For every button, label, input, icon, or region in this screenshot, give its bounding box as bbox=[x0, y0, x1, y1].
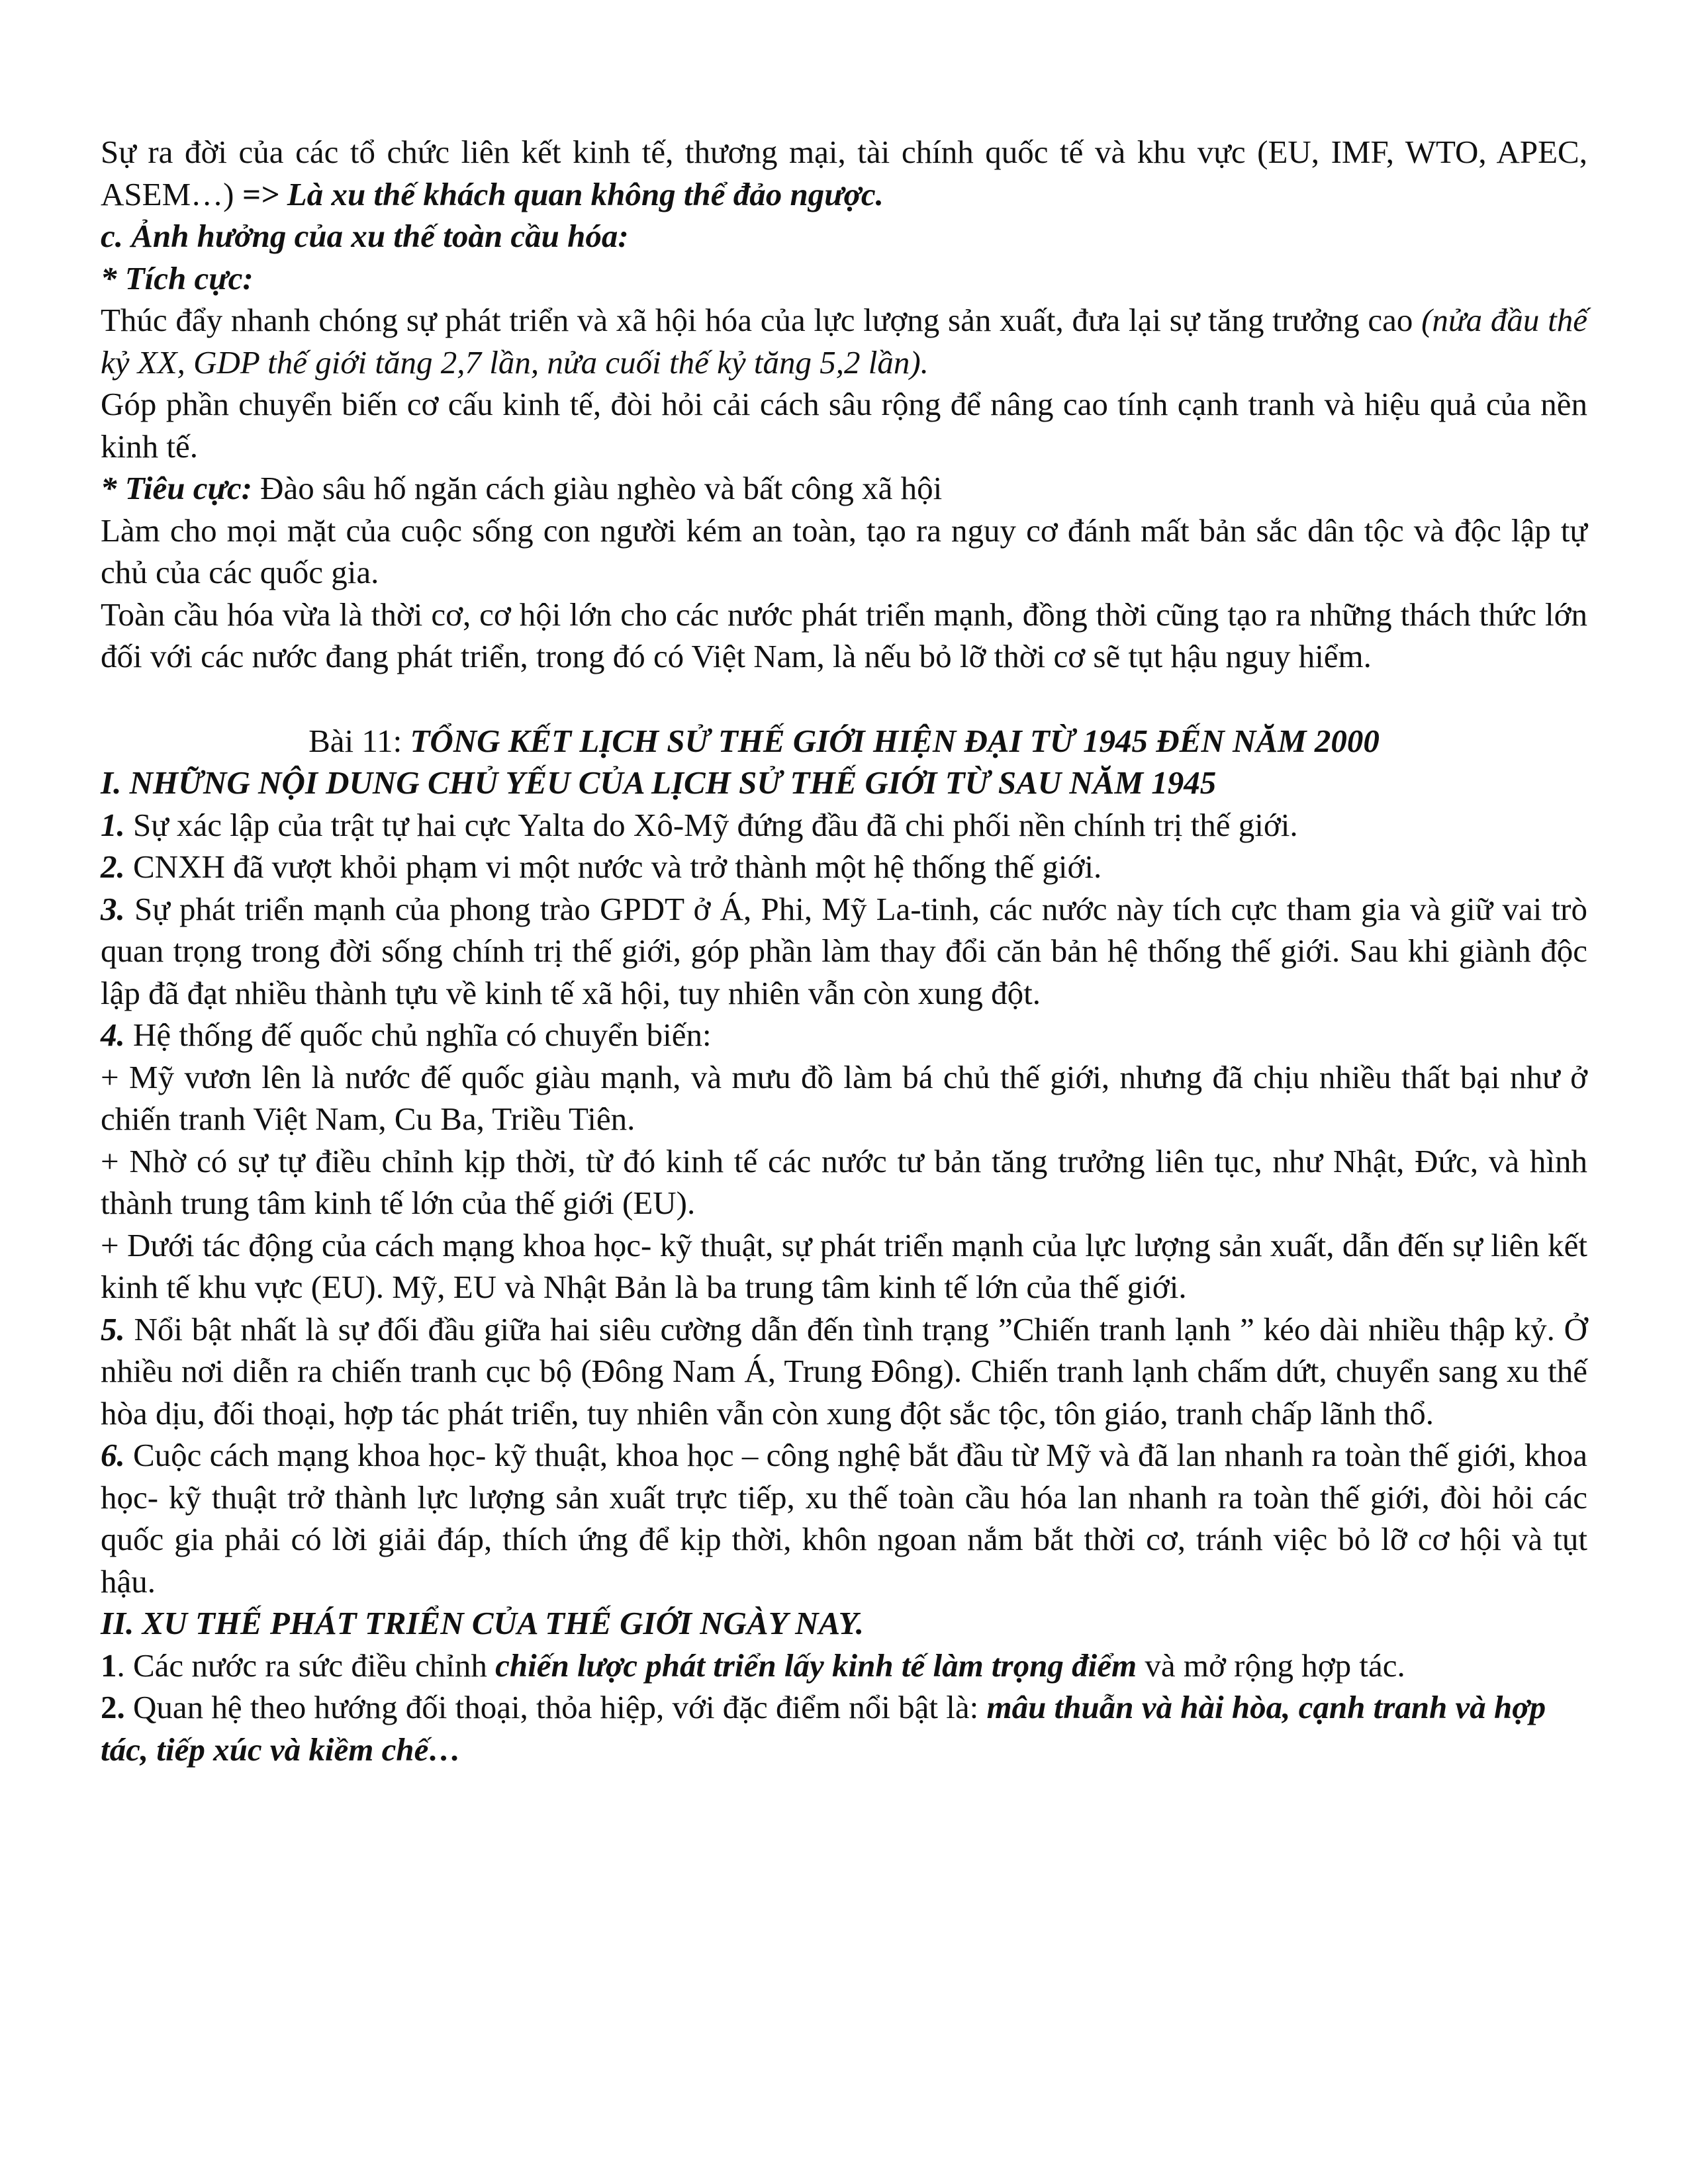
positive-paragraph-1 bbox=[101, 299, 1587, 383]
trend-emphasis: mâu thuẫn và hài hòa, cạnh tranh và hợp tác, tiếp xúc và kiềm chế… bbox=[101, 1689, 1546, 1768]
section-2-heading: II. XU THẾ PHÁT TRIỂN CỦA THẾ GIỚI NGÀY NAY. bbox=[101, 1605, 865, 1641]
trend-text: Quan hệ theo hướng đối thoại, thỏa hiệp, với đặc điểm nổi bật là: bbox=[124, 1689, 987, 1725]
intro-text: Sự ra đời của các tổ chức liên kết kinh tế, thương mại, tài chính quốc tế và khu vực (EU, IMF, WTO, APEC, ASEM…) bbox=[101, 134, 1587, 212]
sub-item-1: + Mỹ vươn lên là nước đế quốc giàu mạnh, và mưu đồ làm bá chủ thế giới, nhưng đã chịu nhiều thất bại như ở chiến tranh Việt Nam, Cu Ba, Triều Tiên. bbox=[101, 1058, 1587, 1137]
list-item-3 bbox=[101, 888, 1587, 1015]
positive-text-1: Thúc đẩy nhanh chóng sự phát triển và xã hội hóa của lực lượng sản xuất, đưa lại sự tăng trưởng cao bbox=[101, 302, 1422, 338]
trend-text-end: và mở rộng hợp tác. bbox=[1137, 1647, 1405, 1684]
positive-note: (nửa đầu thế kỷ XX, GDP thế giới tăng 2,7 lần, nửa cuối thế kỷ tăng 5,2 lần). bbox=[101, 302, 1587, 381]
negative-paragraph-1 bbox=[101, 467, 1587, 510]
list-item-6 bbox=[101, 1434, 1587, 1602]
intro-conclusion: => Là xu thế khách quan không thể đảo ngược. bbox=[242, 175, 884, 212]
trend-text: . Các nước ra sức điều chỉnh bbox=[117, 1647, 496, 1684]
spacer bbox=[101, 678, 1587, 720]
list-item-text: Hệ thống đế quốc chủ nghĩa có chuyển biến: bbox=[124, 1017, 712, 1053]
list-item-text: CNXH đã vượt khỏi phạm vi một nước và trở thành một hệ thống thế giới. bbox=[124, 848, 1102, 885]
conclusion-paragraph: Toàn cầu hóa vừa là thời cơ, cơ hội lớn cho các nước phát triển mạnh, đồng thời cũng tạo ra những thách thức lớn đối với các nước đang phát triển, trong đó có Việt Nam, là nếu bỏ lỡ thời cơ sẽ tụt hậu nguy hiểm. bbox=[101, 596, 1587, 674]
intro-paragraph bbox=[101, 131, 1587, 215]
list-item-number: 1. bbox=[101, 806, 125, 843]
trend-item-2 bbox=[101, 1686, 1587, 1770]
negative-label: * Tiêu cực: bbox=[101, 470, 252, 506]
list-item-number: 5. bbox=[101, 1310, 125, 1347]
list-item-text: Sự xác lập của trật tự hai cực Yalta do Xô-Mỹ đứng đầu đã chi phối nền chính trị thế giới. bbox=[124, 806, 1298, 843]
list-item-4 bbox=[101, 1014, 1587, 1056]
positive-paragraph-2: Góp phần chuyển biến cơ cấu kinh tế, đòi hỏi cải cách sâu rộng để nâng cao tính cạnh tranh và hiệu quả của nền kinh tế. bbox=[101, 386, 1587, 465]
heading-c: c. Ảnh hưởng của xu thế toàn cầu hóa: bbox=[101, 218, 629, 254]
trend-emphasis: chiến lược phát triển lấy kinh tế làm trọng điểm bbox=[495, 1647, 1137, 1684]
list-item-1 bbox=[101, 804, 1587, 846]
negative-text-1: Đào sâu hố ngăn cách giàu nghèo và bất công xã hội bbox=[252, 470, 943, 506]
list-item-2 bbox=[101, 846, 1587, 888]
sub-item-2: + Nhờ có sự tự điều chỉnh kịp thời, từ đó kinh tế các nước tư bản tăng trưởng liên tục, như Nhật, Đức, và hình thành trung tâm kinh tế lớn của thế giới (EU). bbox=[101, 1142, 1587, 1221]
negative-paragraph-2: Làm cho mọi mặt của cuộc sống con người kém an toàn, tạo ra nguy cơ đánh mất bản sắc dân tộc và độc lập tự chủ của các quốc gia. bbox=[101, 512, 1587, 590]
list-item-number: 2. bbox=[101, 848, 125, 885]
list-item-number: 6. bbox=[101, 1437, 125, 1473]
trend-number: 2. bbox=[101, 1689, 125, 1725]
trend-number: 1 bbox=[101, 1647, 117, 1684]
lesson-title bbox=[101, 720, 1587, 762]
positive-label: * Tích cực: bbox=[101, 259, 254, 296]
lesson-title-text: TỔNG KẾT LỊCH SỬ THẾ GIỚI HIỆN ĐẠI TỪ 1945 ĐẾN NĂM 2000 bbox=[410, 722, 1380, 759]
list-item-number: 3. bbox=[101, 890, 125, 927]
list-item-text: Nổi bật nhất là sự đối đầu giữa hai siêu cường dẫn đến tình trạng ”Chiến tranh lạnh ” kéo dài nhiều thập kỷ. Ở nhiều nơi diễn ra chiến tranh cục bộ (Đông Nam Á, Trung Đông). Chiến tranh lạnh chấm dứt, chuyển sang xu thế hòa dịu, đối thoại, hợp tác phát triển, tuy nhiên vẫn còn xung đột sắc tộc, tôn giáo, tranh chấp lãnh thổ. bbox=[101, 1310, 1587, 1432]
lesson-prefix: Bài 11: bbox=[308, 722, 410, 759]
sub-item-3: + Dưới tác động của cách mạng khoa học- kỹ thuật, sự phát triển mạnh của lực lượng sản xuất, dẫn đến sự liên kết kinh tế khu vực (EU). Mỹ, EU và Nhật Bản là ba trung tâm kinh tế lớn của thế giới. bbox=[101, 1226, 1587, 1305]
list-item-text: Sự phát triển mạnh của phong trào GPDT ở Á, Phi, Mỹ La-tinh, các nước này tích cực tham gia và giữ vai trò quan trọng trong đời sống chính trị thế giới, góp phần làm thay đổi căn bản hệ thống thế giới. Sau khi giành độc lập đã đạt nhiều thành tựu về kinh tế xã hội, tuy nhiên vẫn còn xung đột. bbox=[101, 890, 1587, 1011]
trend-item-1 bbox=[101, 1645, 1587, 1687]
list-item-number: 4. bbox=[101, 1017, 125, 1053]
section-1-heading: I. NHỮNG NỘI DUNG CHỦ YẾU CỦA LỊCH SỬ THẾ GIỚI TỪ SAU NĂM 1945 bbox=[101, 764, 1217, 801]
list-item-5 bbox=[101, 1308, 1587, 1435]
list-item-text: Cuộc cách mạng khoa học- kỹ thuật, khoa học – công nghệ bắt đầu từ Mỹ và đã lan nhanh ra toàn thế giới, khoa học- kỹ thuật trở thành lực lượng sản xuất trực tiếp, xu thế toàn cầu hóa lan nhanh ra toàn thế giới, đòi hỏi các quốc gia phải có lời giải đáp, thích ứng để kịp thời, khôn ngoan nắm bắt thời cơ, tránh việc bỏ lỡ cơ hội và tụt hậu. bbox=[101, 1437, 1587, 1600]
